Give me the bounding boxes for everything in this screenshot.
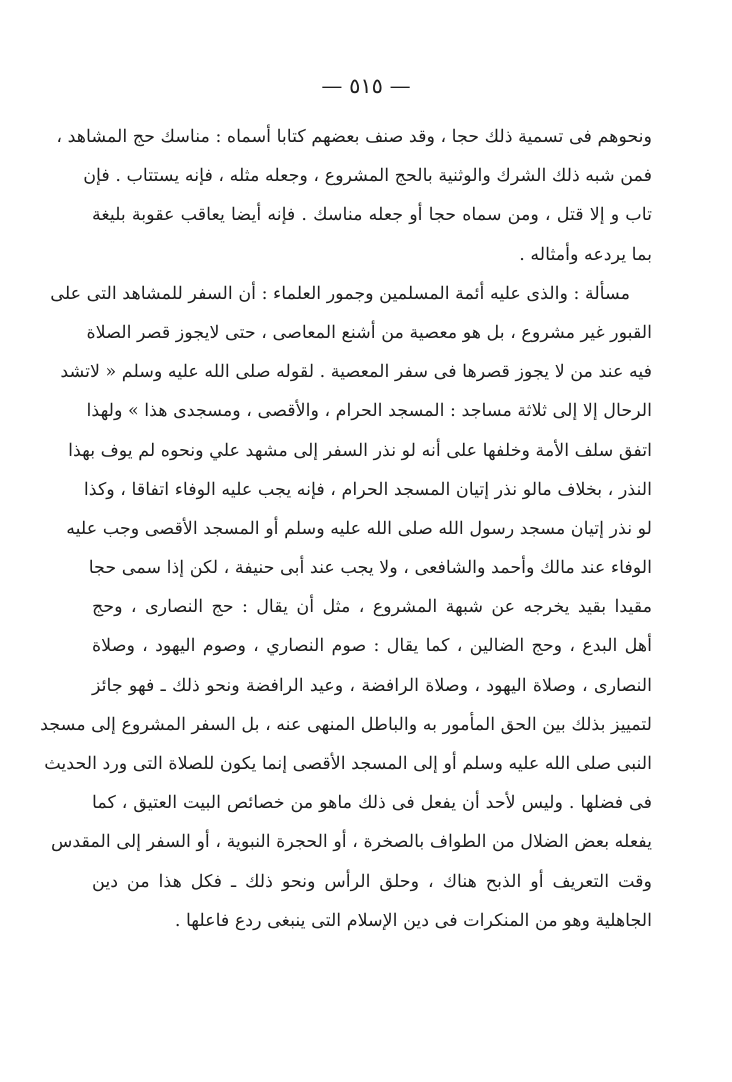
text-line: النصارى ، وصلاة اليهود ، وصلاة الرافضة ، وعيد الرافضة ونحو ذلك ـ فهو جائز [92, 675, 652, 696]
text-line: أهل البدع ، وحج الضالين ، كما يقال : صوم النصاري ، وصوم اليهود ، وصلاة [92, 636, 652, 657]
text-line: الرحال إلا إلى ثلاثة مساجد : المسجد الحرام ، والأقصى ، ومسجدى هذا » ولهذا [86, 401, 652, 422]
text-line: اتفق سلف الأمة وخلفها على أنه لو نذر السفر إلى مشهد علي ونحوه لم يوف بهذا [68, 440, 652, 461]
text-line: تاب و إلا قتل ، ومن سماه حجا أو جعله مناسك . فإنه أيضا يعاقب عقوبة بليغة [92, 205, 652, 226]
body-text [40, 118, 652, 941]
text-line: فيه عند من لا يجوز قصرها فى سفر المعصية . لقوله صلى الله عليه وسلم « لاتشد [60, 362, 652, 383]
text-line: فى فضلها . وليس لأحد أن يفعل فى ذلك ماهو من خصائص البيت العتيق ، كما [92, 793, 652, 814]
page-number: — ٥١٥ — [321, 74, 411, 98]
text-line: لو نذر إتيان مسجد رسول الله صلى الله عليه وسلم أو المسجد الأقصى وجب عليه [66, 518, 652, 539]
text-line: يفعله بعض الضلال من الطواف بالصخرة ، أو الحجرة النبوية ، أو السفر إلى المقدس [50, 832, 652, 853]
text-line: مقيدا بقيد يخرجه عن شبهة المشروع ، مثل أن يقال : حج النصارى ، وحج [92, 597, 652, 618]
text-line: القبور غير مشروع ، بل هو معصية من أشنع المعاصى ، حتى لايجوز قصر الصلاة [86, 322, 652, 343]
paragraph-end-line: الجاهلية وهو من المنكرات فى دين الإسلام التى ينبغى ردع فاعلها . [174, 910, 652, 931]
text-line: الوفاء عند مالك وأحمد والشافعى ، ولا يجب عند أبى حنيفة ، لكن إذا سمى حجا [88, 558, 652, 579]
masala-heading-line: مسألة : والذى عليه أئمة المسلمين وجمور العلماء : أن السفر للمشاهد التى على [50, 283, 630, 304]
text-line: لتمييز بذلك بين الحق المأمور به والباطل المنهى عنه ، بل السفر المشروع إلى مسجد [40, 714, 652, 735]
text-line: النذر ، بخلاف مالو نذر إتيان المسجد الحرام ، فإنه يجب عليه الوفاء اتفاقا ، وكذا [83, 479, 652, 500]
paragraph-end-line: بما يردعه وأمثاله . [519, 244, 652, 265]
text-line: فمن شبه ذلك الشرك والوثنية بالحج المشروع ، وجعله مثله ، فإنه يستتاب . فإن [83, 166, 652, 187]
text-line: النبى صلى الله عليه وسلم أو إلى المسجد الأقصى إنما يكون للصلاة التى ورد الحديث [44, 754, 652, 774]
text-line: وقت التعريف أو الذبح هناك ، وحلق الرأس ونحو ذلك ـ فكل هذا من دين [92, 871, 652, 892]
text-line: ونحوهم فى تسمية ذلك حجا ، وقد صنف بعضهم كتابا أسماه : مناسك حج المشاهد ، [56, 127, 652, 147]
